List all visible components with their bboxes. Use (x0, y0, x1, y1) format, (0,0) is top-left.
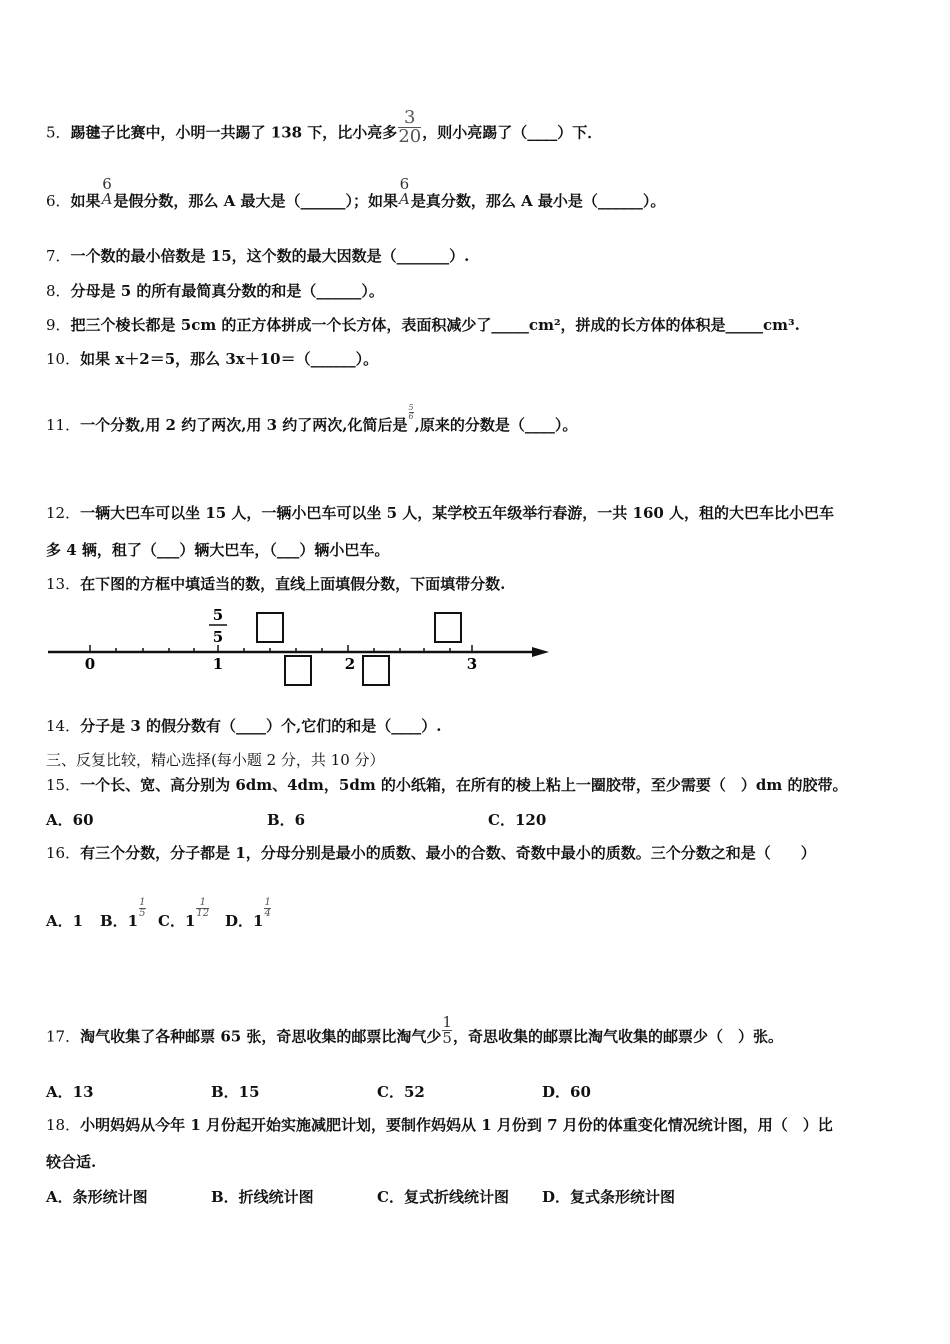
tick-label-2: 2 (344, 655, 356, 673)
question-number: 5． (46, 123, 71, 142)
question-14 (46, 716, 441, 736)
option-d[interactable] (225, 896, 272, 933)
question-text: 多 4 辆，租了（___）辆大巴车，（___）辆小巴车。 (46, 541, 390, 559)
question-number: 15． (46, 776, 81, 794)
question-12-cont (46, 540, 389, 560)
question-text: 较合适. (46, 1153, 97, 1171)
question-number: 10． (46, 350, 81, 368)
answer-box-upper-1[interactable] (257, 613, 283, 642)
numerator: 6 (399, 175, 410, 193)
option-b[interactable] (100, 896, 147, 933)
option-label: C．1 (158, 912, 196, 930)
denominator: 6 (408, 411, 414, 421)
section-heading: 三、反复比较，精心选择(每小题 2 分，共 10 分） (46, 751, 385, 769)
fraction (398, 109, 421, 146)
question-text: 一个数的最小倍数是 15，这个数的最大因数是（_______）. (70, 247, 470, 265)
denominator: 5 (442, 1029, 452, 1047)
option-b[interactable]: B．折线统计图 (211, 1188, 314, 1206)
numerator: 1 (199, 896, 206, 908)
tick-label-0: 0 (84, 655, 96, 673)
denominator: A (399, 190, 410, 208)
question-text: 在下图的方框中填适当的数，直线上面填假分数，下面填带分数. (80, 575, 506, 593)
option-c[interactable]: C．52 (377, 1083, 425, 1101)
numerator: 6 (102, 175, 112, 193)
question-16 (46, 843, 816, 863)
question-9 (46, 315, 800, 335)
question-text: ，则小亮踢了（____）下． (422, 123, 603, 142)
question-text: 踢毽子比赛中，小明一共踢了 138 下，比小亮多 (70, 123, 398, 142)
question-11 (46, 402, 578, 435)
option-a[interactable] (46, 910, 83, 931)
question-text: 一辆大巴车可以坐 15 人，一辆小巴车可以坐 5 人，某学校五年级举行春游，一共 160 人，租的大巴车比小巴车 (80, 504, 835, 522)
question-text: 是假分数，那么 A 最大是（______）；如果 (113, 192, 398, 210)
question-18-cont (46, 1152, 96, 1172)
numerator: 1 (139, 896, 146, 908)
denominator: A (101, 190, 113, 208)
answer-box-upper-2[interactable] (435, 613, 461, 642)
tick-label-1: 1 (212, 655, 224, 673)
question-7 (46, 246, 469, 266)
denominator: 5 (139, 907, 146, 919)
question-13 (46, 574, 505, 594)
denominator: 20 (398, 126, 422, 147)
option-a[interactable]: A．条形统计图 (46, 1188, 148, 1206)
question-number: 8． (46, 282, 71, 300)
question-text: 是真分数，那么 A 最小是（______）。 (410, 192, 666, 210)
question-number: 6． (46, 192, 71, 210)
question-text: 如果 x＋2＝5，那么 3x＋10＝（______）。 (80, 350, 379, 368)
question-10 (46, 349, 378, 369)
option-a[interactable]: A．60 (46, 811, 94, 829)
option-c[interactable]: C．120 (488, 811, 547, 829)
option-b[interactable]: B．15 (211, 1083, 260, 1101)
question-15 (46, 775, 848, 795)
question-text: 淘气收集了各种邮票 65 张，奇思收集的邮票比淘气少 (80, 1027, 442, 1046)
question-text: 有三个分数，分子都是 1，分母分别是最小的质数、最小的合数、奇数中最小的质数。三个分数之和是（ ） (80, 844, 816, 862)
question-text: 如果 (70, 192, 101, 210)
denominator: 4 (264, 907, 271, 919)
arrow-head-icon (532, 647, 549, 657)
option-label: B．1 (100, 912, 139, 930)
question-number: 17． (46, 1027, 81, 1046)
question-8 (46, 281, 384, 301)
fraction (139, 898, 145, 919)
question-number: 14． (46, 717, 81, 735)
option-label: D．1 (225, 912, 264, 930)
option-d[interactable]: D．复式条形统计图 (542, 1188, 676, 1206)
question-text: 一个分数,用 2 约了两次,用 3 约了两次,化简后是 (80, 416, 408, 434)
question-text: 小明妈妈从今年 1 月份起开始实施减肥计划，要制作妈妈从 1 月份到 7 月份的体重变化情况统计图，用（ ）比 (80, 1116, 833, 1134)
question-5 (46, 107, 603, 152)
question-18 (46, 1115, 833, 1135)
fraction-denominator: 5 (212, 628, 224, 646)
option-d[interactable]: D．60 (542, 1083, 591, 1101)
fraction-numerator: 5 (212, 606, 224, 624)
question-number: 7． (46, 247, 71, 265)
option-label: A．1 (46, 912, 84, 930)
option-c[interactable]: C．复式折线统计图 (377, 1188, 509, 1206)
question-text: 分子是 3 的假分数有（____）个,它们的和是（____）. (80, 717, 442, 735)
question-12 (46, 503, 834, 523)
numerator: 5 (408, 402, 414, 412)
answer-box-lower-1[interactable] (285, 656, 311, 685)
question-text: ,原来的分数是（____）。 (414, 416, 578, 434)
question-number: 13． (46, 575, 81, 593)
question-text: 一个长、宽、高分别为 6dm、4dm，5dm 的小纸箱，在所有的棱上粘上一圈胶带，至少需要（ ）dm 的胶带。 (80, 776, 848, 794)
question-17 (46, 1013, 783, 1053)
question-text: 分母是 5 的所有最简真分数的和是（______）。 (70, 282, 384, 300)
fraction (102, 177, 113, 207)
denominator: 12 (196, 907, 210, 919)
fraction (264, 898, 270, 919)
fraction (399, 177, 410, 207)
fraction (409, 404, 414, 421)
question-number: 16． (46, 844, 81, 862)
question-number: 18． (46, 1116, 81, 1134)
option-a[interactable]: A．13 (46, 1083, 94, 1101)
answer-box-lower-2[interactable] (363, 656, 389, 685)
option-c[interactable] (158, 896, 210, 933)
question-text: ，奇思收集的邮票比淘气收集的邮票少（ ）张。 (452, 1027, 783, 1046)
question-number: 11． (46, 416, 81, 434)
number-line-figure (44, 600, 554, 692)
question-number: 9． (46, 316, 71, 334)
question-6 (46, 175, 666, 217)
question-number: 12． (46, 504, 81, 522)
numerator: 1 (442, 1013, 452, 1031)
fraction (196, 898, 209, 919)
fraction (442, 1015, 452, 1046)
tick-label-3: 3 (466, 655, 478, 673)
option-b[interactable]: B．6 (267, 811, 306, 829)
numerator: 3 (404, 107, 416, 128)
numerator: 1 (264, 896, 271, 908)
question-text: 把三个棱长都是 5cm 的正方体拼成一个长方体，表面积减少了_____cm²，拼成的长方体的体积是_____cm³. (70, 316, 800, 334)
